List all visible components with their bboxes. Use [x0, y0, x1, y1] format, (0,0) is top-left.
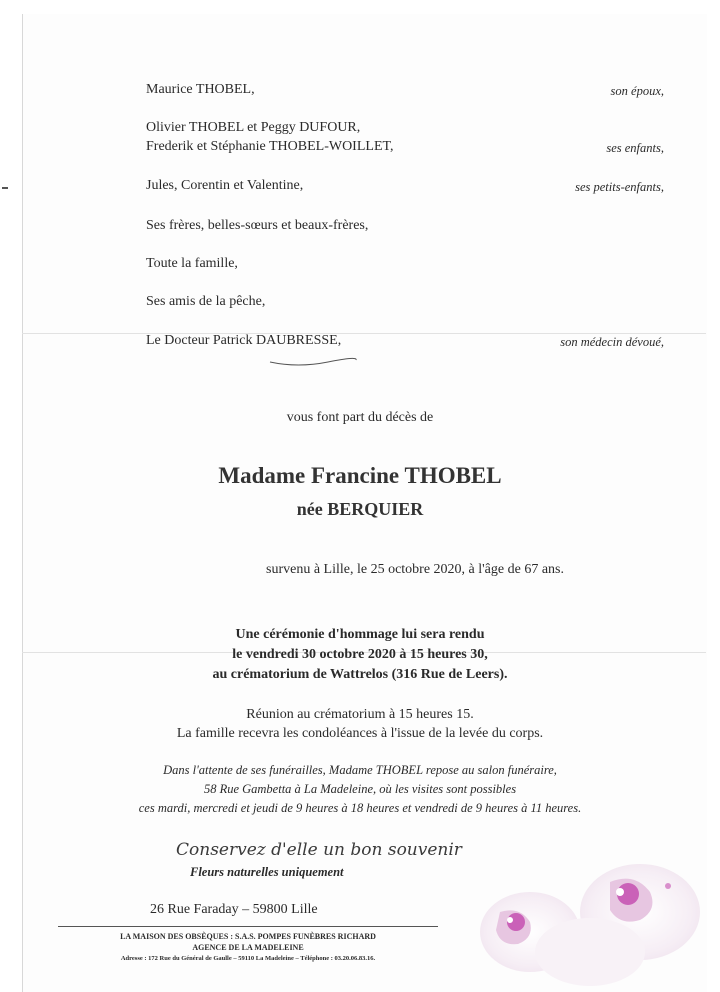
- death-details: survenu à Lille, le 25 octobre 2020, à l'âge de 67 ans.: [266, 562, 564, 577]
- flowers-note: Fleurs naturelles uniquement: [190, 865, 344, 879]
- spouse-relation: son époux,: [610, 84, 664, 98]
- spouse-name: Maurice THOBEL,: [146, 82, 255, 97]
- footer-company: LA MAISON DES OBSÈQUES : S.A.S. POMPES FUNÈBRES RICHARD: [120, 932, 376, 941]
- visitation-line-1: Dans l'attente de ses funérailles, Madame THOBEL repose au salon funéraire,: [163, 763, 557, 777]
- remembrance-script: Conservez d'elle un bon souvenir: [176, 840, 462, 860]
- footer-agency: AGENCE DE LA MADELEINE: [192, 943, 304, 952]
- friends-name: Ses amis de la pêche,: [146, 294, 266, 309]
- signature-flourish: [268, 356, 358, 368]
- children-relation: ses enfants,: [606, 141, 664, 155]
- ceremony-line-2: le vendredi 30 octobre 2020 à 15 heures 30,: [232, 647, 488, 662]
- ceremony-line-1: Une cérémonie d'hommage lui sera rendu: [235, 627, 485, 642]
- grandchildren-relation: ses petits-enfants,: [575, 180, 664, 194]
- children-line-2: Frederik et Stéphanie THOBEL-WOILLET,: [146, 139, 394, 154]
- margin-mark: [2, 187, 8, 189]
- deceased-maiden-name: née BERQUIER: [296, 499, 424, 519]
- doctor-name: Le Docteur Patrick DAUBRESSE,: [146, 333, 342, 348]
- siblings-name: Ses frères, belles-sœurs et beaux-frères,: [146, 218, 369, 233]
- ceremony-line-3: au crématorium de Wattrelos (316 Rue de Leers).: [212, 667, 508, 682]
- family-name: Toute la famille,: [146, 256, 238, 271]
- footer-contact: Adresse : 172 Rue du Général de Gaulle – 59110 La Madeleine – Téléphone : 03.20.06.83.16.: [120, 955, 376, 962]
- announcement: vous font part du décès de: [286, 410, 434, 425]
- doctor-relation: son médecin dévoué,: [560, 335, 664, 349]
- home-address: 26 Rue Faraday – 59800 Lille: [150, 902, 318, 917]
- visitation-line-2: 58 Rue Gambetta à La Madeleine, où les visites sont possibles: [203, 782, 517, 796]
- grandchildren-name: Jules, Corentin et Valentine,: [146, 178, 304, 193]
- reunion-line-1: Réunion au crématorium à 15 heures 15.: [246, 707, 474, 722]
- deceased-name: Madame Francine THOBEL: [218, 463, 502, 488]
- children-line-1: Olivier THOBEL et Peggy DUFOUR,: [146, 120, 361, 135]
- reunion-line-2: La famille recevra les condoléances à l'issue de la levée du corps.: [176, 726, 544, 741]
- footer-divider: [58, 926, 438, 927]
- fold-line-top: [22, 333, 706, 334]
- visitation-line-3: ces mardi, mercredi et jeudi de 9 heures à 18 heures et vendredi de 9 heures à 11 heures.: [138, 801, 582, 815]
- orchid-flowers-image: [470, 842, 710, 990]
